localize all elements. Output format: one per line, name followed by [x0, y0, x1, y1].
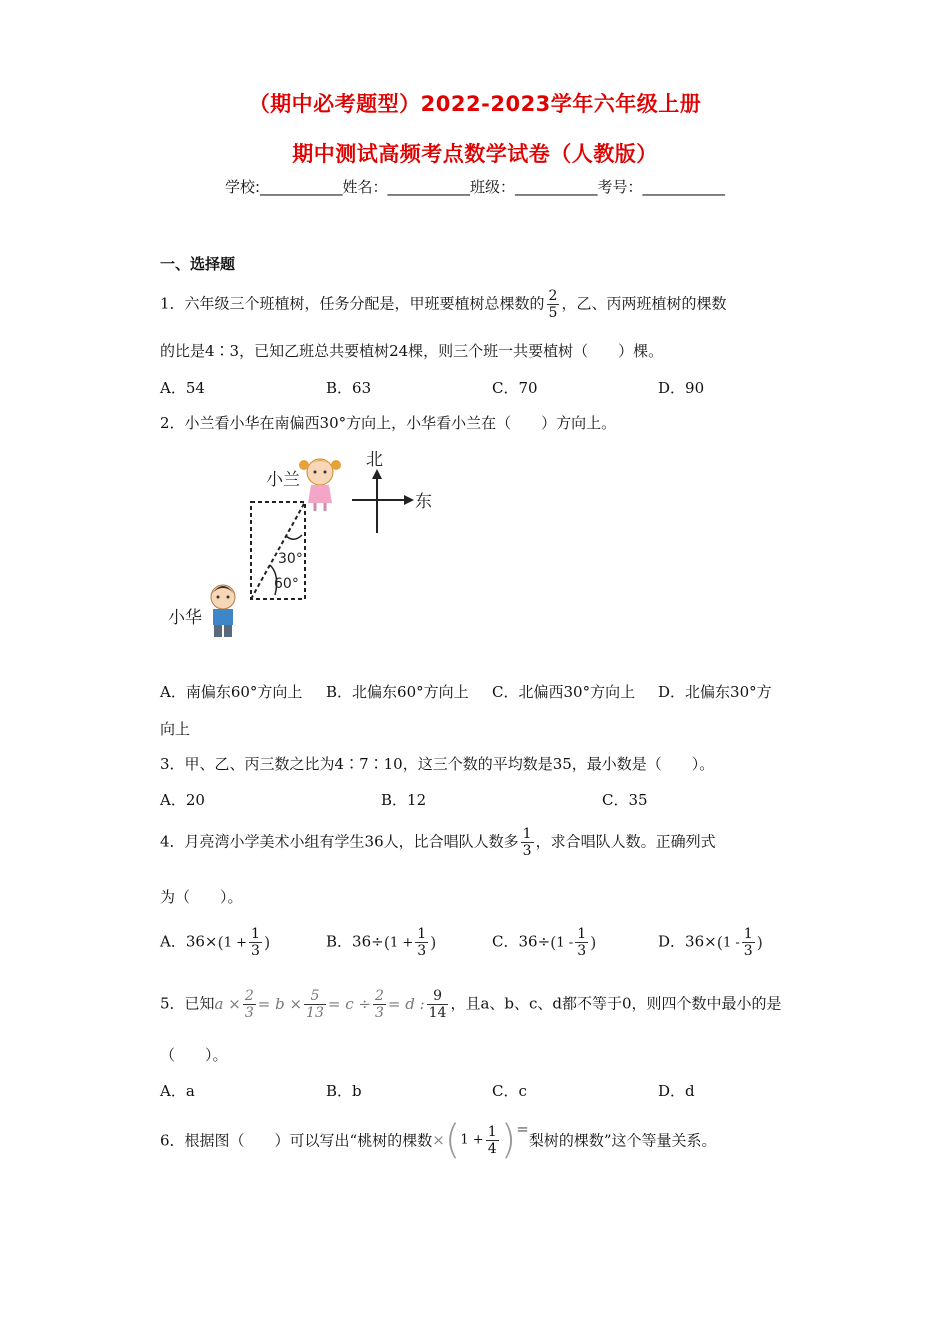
q6-line: 6．根据图（ ）可以写出“桃树的棵数×(1 + $\frac{1}{4}$ )=梨树的棵数”这个等量关系。 [160, 1117, 717, 1163]
q5-line2: （ ）。 [160, 1046, 228, 1064]
q4-line1: 4．月亮湾小学美术小组有学生36人，比合唱队人数多 $\frac{1}{3}$ ，求合唱队人数。正确列式 [160, 826, 716, 859]
q3-option-c[interactable]: C．35 [602, 791, 648, 809]
q5-option-c[interactable]: C．c [492, 1082, 527, 1100]
section-heading: 一、选择题 [160, 255, 236, 273]
east-arrow-icon [404, 495, 414, 505]
q2-option-b[interactable]: B．北偏东60°方向上 [326, 683, 469, 701]
angle-arc-30 [286, 535, 302, 539]
q4-option-d[interactable]: D．36×(1 - $\frac{1}{3}$ ) [658, 926, 763, 959]
q2-option-d[interactable]: D．北偏东30°方 [658, 683, 772, 701]
north-arrow-icon [372, 469, 382, 479]
q1-line1: 1．六年级三个班植树，任务分配是，甲班要植树总棵数的 $\frac{2}{5}$ ，乙、丙两班植树的棵数 [160, 288, 727, 321]
q2-option-a[interactable]: A．南偏东60°方向上 [160, 683, 303, 701]
boy-icon [211, 585, 235, 637]
q4-option-c[interactable]: C．36÷(1 - $\frac{1}{3}$ ) [492, 926, 597, 959]
q3-text: 3．甲、乙、丙三数之比为4∶7∶10，这三个数的平均数是35，最小数是（ ）。 [160, 755, 715, 773]
q3-option-b[interactable]: B．12 [381, 791, 427, 809]
q4-option-b[interactable]: B．36÷(1 + $\frac{1}{3}$ ) [326, 926, 437, 959]
q5-option-b[interactable]: B．b [326, 1082, 362, 1100]
q1-option-a[interactable]: A．54 [160, 379, 205, 397]
girl-icon [299, 459, 341, 511]
label-xiaohua: 小华 [168, 608, 202, 628]
q2-text: 2．小兰看小华在南偏西30°方向上，小华看小兰在（ ）方向上。 [160, 414, 617, 432]
page-title-line1: （期中必考题型）2022-2023学年六年级上册 [248, 92, 702, 116]
q2-option-c[interactable]: C．北偏西30°方向上 [492, 683, 636, 701]
q5-option-a[interactable]: A．a [160, 1082, 195, 1100]
q5-line1: 5．已知a × $\frac{2}{3}$ = b × $\frac{5}{13}$ = c ÷ $\frac{2}{3}$ = d : $\frac{9}{14}$ ，且a、b、c、d都不等于0，则四个数中最小的是 [160, 988, 782, 1021]
q1-option-b[interactable]: B．63 [326, 379, 372, 397]
page-title-line2: 期中测试高频考点数学试卷（人教版） [292, 142, 658, 166]
north-label: 北 [366, 450, 383, 470]
q4-fraction: $\frac{1}{3}$ [522, 826, 532, 859]
student-info-line: 学校:___________姓名：___________班级：___________考号：___________ [224, 178, 726, 196]
q2-direction-figure [160, 445, 460, 655]
angle-60-label: 60° [274, 576, 299, 592]
q1-option-c[interactable]: C．70 [492, 379, 538, 397]
q1-line2: 的比是4∶3，已知乙班总共要植树24棵，则三个班一共要植树（ ）棵。 [160, 342, 664, 360]
q4-line2: 为（ ）。 [160, 888, 243, 906]
east-label: 东 [415, 492, 432, 512]
q5-expression: a × $\frac{2}{3}$ = b × $\frac{5}{13}$ = c ÷ $\frac{2}{3}$ = d : $\frac{9}{14}$ [214, 988, 447, 1021]
q2-option-d-wrap: 向上 [160, 720, 191, 738]
label-xiaolan: 小兰 [266, 470, 300, 490]
q4-option-a[interactable]: A．36×(1 + $\frac{1}{3}$ ) [160, 926, 271, 959]
q1-option-d[interactable]: D．90 [658, 379, 705, 397]
q3-option-a[interactable]: A．20 [160, 791, 205, 809]
q1-fraction: $\frac{2}{5}$ [548, 288, 558, 321]
q5-option-d[interactable]: D．d [658, 1082, 695, 1100]
angle-30-label: 30° [278, 551, 303, 567]
